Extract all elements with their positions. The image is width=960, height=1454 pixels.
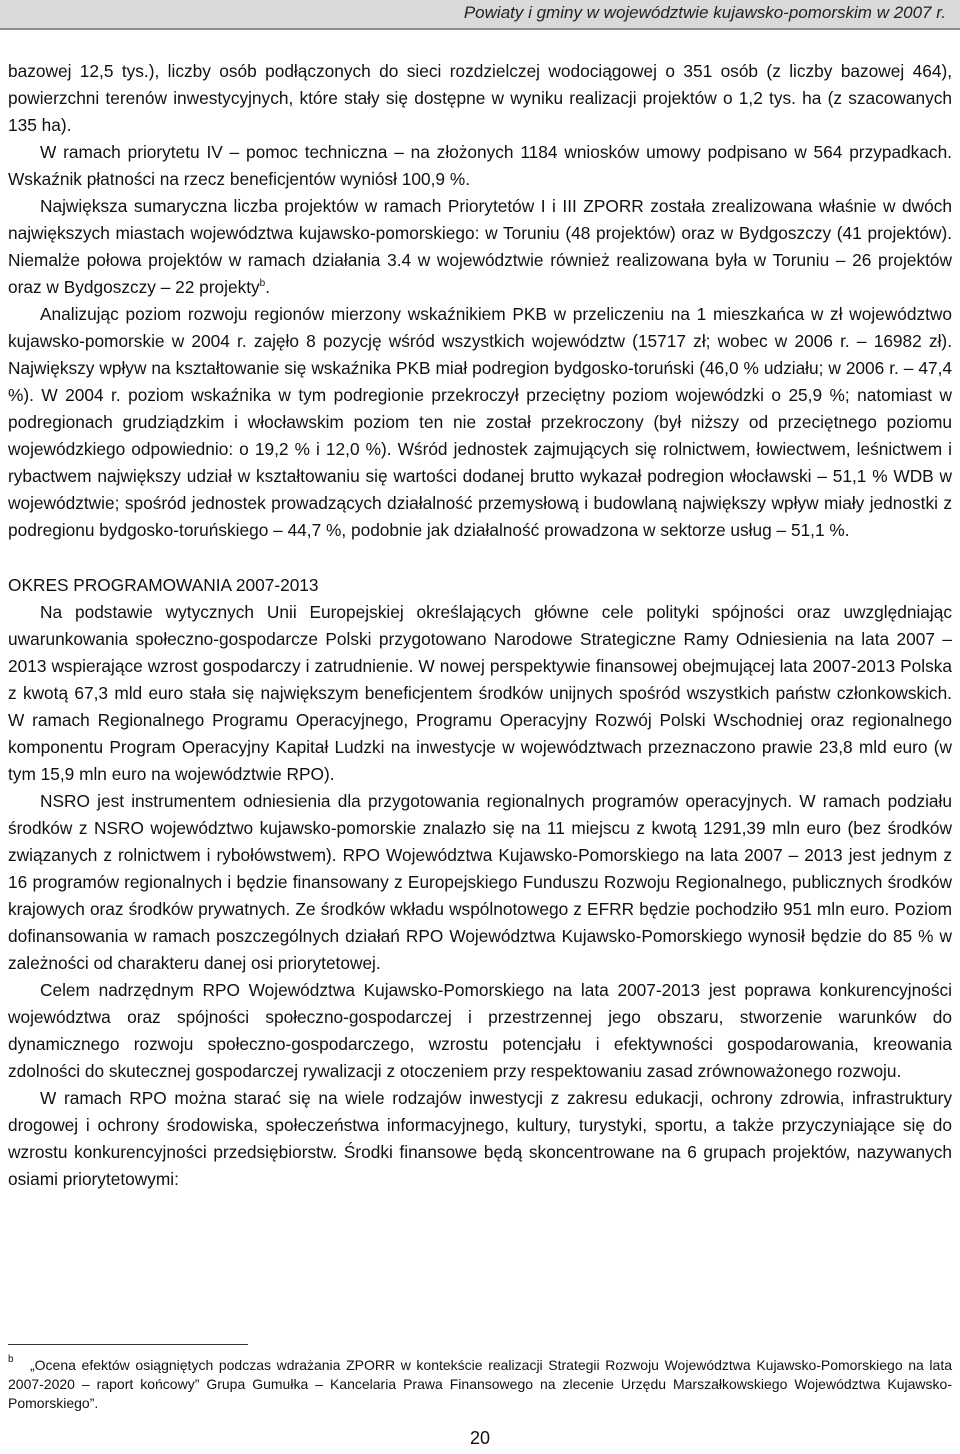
paragraph: Na podstawie wytycznych Unii Europejskiej określających główne cele polityki spójności oraz uwzględniając uwarunkowania społeczno-gospodarcze Polski przygotowano Narodowe Strategiczne Ramy Odniesienia na lata 2007 – 2013 wspierające wzrost gospodarczy i zatrudnienie. W nowej perspektywie finansowej obejmującej lata 2007-2013 Polska z kwotą 67,3 mld euro stała się największym beneficjentem środków unijnych spośród wszystkich państw członkowskich. W ramach Regionalnego Programu Operacyjnego, Programu Operacyjny Rozwój Polski Wschodniej oraz regionalnego komponentu Program Operacyjny Kapitał Ludzki na inwestycje w województwach przeznaczono prawie 23,8 mld euro (w tym 15,9 mln euro na województwie RPO). [8, 602, 952, 784]
header-title: Powiaty i gminy w województwie kujawsko-pomorskim w 2007 r. [463, 3, 946, 22]
footnote-reference: b [259, 278, 266, 290]
footnote-text: „Ocena efektów osiągniętych podczas wdrażania ZPORR w kontekście realizacji Strategii Rozwoju Województwa Kujawsko-Pomorskiego na lata 2007-2020 – raport końcowy” Grupa Gumułka – Kancelaria Prawa Finansowego na zlecenie Urzędu Marszałkowskiego Województwa Kujawsko-Pomorskiego”. [8, 1357, 952, 1411]
footnote-mark: b [8, 1354, 14, 1365]
page-number: 20 [469, 1428, 491, 1448]
paragraph: Celem nadrzędnym RPO Województwa Kujawsko-Pomorskiego na lata 2007-2013 jest poprawa konkurencyjności województwa oraz spójności społeczno-gospodarczej i przestrzennej jego obszaru, stworzenie warunków do dynamicznego rozwoju społeczno-gospodarczego, wzrostu potencjału i efektywności gospodarowania, kreowania zdolności do skutecznej gospodarczej rywalizacji z otoczeniem przy respektowaniu zasad zrównoważonego rozwoju. [8, 980, 952, 1081]
document-body [8, 58, 952, 1193]
paragraph: Największa sumaryczna liczba projektów w ramach Priorytetów I i III ZPORR została zrealizowana właśnie w dwóch największych miastach województwa kujawsko-pomorskiego: w Toruniu (48 projektów) oraz w Bydgoszczy (41 projektów). Niemalże połowa projektów w ramach działania 3.4 w województwie również realizowana była w Toruniu – 26 projektów oraz w Bydgoszczy – 22 projekty$^b$. [8, 196, 952, 297]
paragraph: Analizując poziom rozwoju regionów mierzony wskaźnikiem PKB w przeliczeniu na 1 mieszkańca w zł województwo kujawsko-pomorskie w 2004 r. zajęło 8 pozycję wśród wszystkich województw (15717 zł; wobec w 2006 r. – 16982 zł). Największy wpływ na kształtowanie się wskaźnika PKB miał podregion bydgosko-toruński (46,0 % udziału; w 2006 r. – 47,4 %). W 2004 r. poziom wskaźnika w tym podregionie przekroczył przeciętny poziom wojewódzki o 25,9 %; natomiast w podregionach grudziądzkim i włocławskim poziom ten nie został przekroczony (był niższy od przeciętnego poziomu wojewódzkiego odpowiednio: o 19,2 % i 12,0 %). Wśród jednostek zajmujących się rolnictwem, łowiectwem, leśnictwem i rybactwem największy udział w kształtowaniu się wartości dodanej brutto wykazał podregion włocławski – 51,1 % WDB w województwie; spośród jednostek prowadzących działalność przemysłową i budowlaną największy wpływ miały jednostki z podregionu bydgosko-toruńskiego – 44,7 %, podobnie jak działalność prowadzona w sektorze usług – 51,1 %. [8, 304, 952, 540]
paragraph-text: Największa sumaryczna liczba projektów w ramach Priorytetów I i III ZPORR została zrealizowana właśnie w dwóch największych miastach województwa kujawsko-pomorskiego: w Toruniu (48 projektów) oraz w Bydgoszczy (41 projektów). Niemalże połowa projektów w ramach działania 3.4 w województwie również realizowana była w Toruniu – 26 projektów oraz w Bydgoszczy – 22 projekty [8, 196, 952, 297]
running-header [0, 0, 960, 30]
section-heading: OKRES PROGRAMOWANIA 2007-2013 [8, 575, 319, 595]
paragraph: NSRO jest instrumentem odniesienia dla przygotowania regionalnych programów operacyjnych. W ramach podziału środków z NSRO województwo kujawsko-pomorskie znalazło się na 11 miejscu z kwotą 1291,39 mln euro (bez środków związanych z rolnictwem i rybołówstwem). RPO Województwa Kujawsko-Pomorskiego na lata 2007 – 2013 jest jednym z 16 programów regionalnych i będzie finansowany z Europejskiego Funduszu Rozwoju Regionalnego, publicznych środków krajowych oraz środków prywatnych. Ze środków wkładu wspólnotowego z EFRR będzie pochodziło 951 mln euro. Poziom dofinansowania w ramach poszczególnych działań RPO Województwa Kujawsko-Pomorskiego wynosił będzie do 85 % w zależności od charakteru danej osi priorytetowej. [8, 791, 952, 973]
paragraph: W ramach priorytetu IV – pomoc techniczna – na złożonych 1184 wniosków umowy podpisano w 564 przypadkach. Wskaźnik płatności na rzecz beneficjentów wyniósł 100,9 %. [8, 142, 952, 189]
footnote-divider [8, 1344, 248, 1345]
paragraph: W ramach RPO można starać się na wiele rodzajów inwestycji z zakresu edukacji, ochrony zdrowia, infrastruktury drogowej i ochrony środowiska, społeczeństwa informacyjnego, kultury, turystyki, sportu, a także przyczyniające się do wzrostu konkurencyjności przedsiębiorstw. Środki finansowe będą skoncentrowane na 6 grupach projektów, nazywanych osiami priorytetowymi: [8, 1088, 952, 1189]
footnote [8, 1356, 952, 1413]
paragraph: bazowej 12,5 tys.), liczby osób podłączonych do sieci rozdzielczej wodociągowej o 351 osób (z liczby bazowej 464), powierzchni terenów inwestycyjnych, które stały się dostępne w wyniku realizacji projektów o 1,2 tys. ha (z szacowanych 135 ha). [8, 61, 952, 135]
